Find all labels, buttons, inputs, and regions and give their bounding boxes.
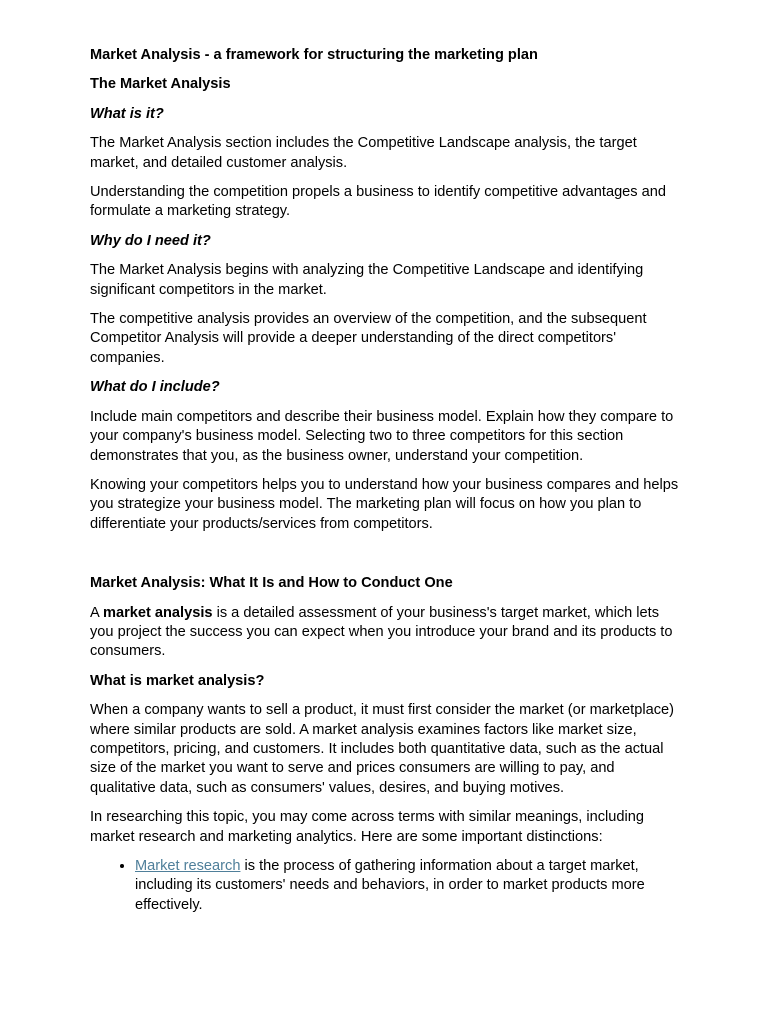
paragraph-intro bbox=[90, 604, 680, 662]
distinctions-list bbox=[90, 857, 680, 915]
intro-prefix: A bbox=[90, 604, 103, 621]
section-title-how-to-conduct: Market Analysis: What It Is and How to Conduct One bbox=[90, 575, 453, 592]
document-page bbox=[90, 46, 680, 915]
subheading-why-do-i-need-it: Why do I need it? bbox=[90, 232, 211, 249]
list-item bbox=[135, 857, 680, 915]
subheading-what-do-i-include: What do I include? bbox=[90, 379, 220, 396]
section-spacer bbox=[90, 544, 680, 574]
paragraph-why-1: The Market Analysis begins with analyzing the Competitive Landscape and identifying significant competitors in the market. bbox=[90, 262, 644, 298]
subheading-what-is-market-analysis: What is market analysis? bbox=[90, 672, 265, 689]
document-title: Market Analysis - a framework for structuring the marketing plan bbox=[90, 47, 538, 63]
paragraph-include-2: Knowing your competitors helps you to understand how your business compares and helps you strategize your business model. The marketing plan will focus on how you plan to differentiate your products/services from competitors. bbox=[90, 476, 679, 532]
paragraph-what-1: The Market Analysis section includes the Competitive Landscape analysis, the target market, and detailed customer analysis. bbox=[90, 135, 637, 171]
section-heading-market-analysis: The Market Analysis bbox=[90, 76, 231, 93]
paragraph-what-2: Understanding the competition propels a business to identify competitive advantages and formulate a marketing strategy. bbox=[90, 184, 666, 220]
intro-bold-term: market analysis bbox=[102, 604, 213, 621]
paragraph-why-2: The competitive analysis provides an overview of the competition, and the subsequent Competitor Analysis will provide a deeper understanding of the direct competitors' companies. bbox=[90, 311, 647, 366]
market-research-link[interactable]: Market research bbox=[135, 858, 241, 874]
subheading-what-is-it: What is it? bbox=[90, 105, 164, 122]
intro-rest: is a detailed assessment of your business's target market, which lets you project the success you can expect when you introduce your brand and its products to consumers. bbox=[90, 604, 673, 660]
paragraph-market-analysis-2: In researching this topic, you may come across terms with similar meanings, including market research and marketing analytics. Here are some important distinctions: bbox=[90, 809, 644, 845]
paragraph-market-analysis-1: When a company wants to sell a product, it must first consider the market (or marketplace) where similar products are sold. A market analysis examines factors like market size, competitors, pricing, and customers. It includes both quantitative data, such as the actual size of the market you want to serve and prices consumers are willing to pay, and qualitative data, such as consumers' values, desires, and buying motives. bbox=[90, 702, 674, 796]
paragraph-include-1: Include main competitors and describe their business model. Explain how they compare to your company's business model. Selecting two to three competitors for this section demonstrates that you, as the business owner, understand your competition. bbox=[90, 408, 674, 464]
list-item-text: is the process of gathering information about a target market, including its customers' needs and behaviors, in order to market products more effectively. bbox=[135, 858, 645, 913]
